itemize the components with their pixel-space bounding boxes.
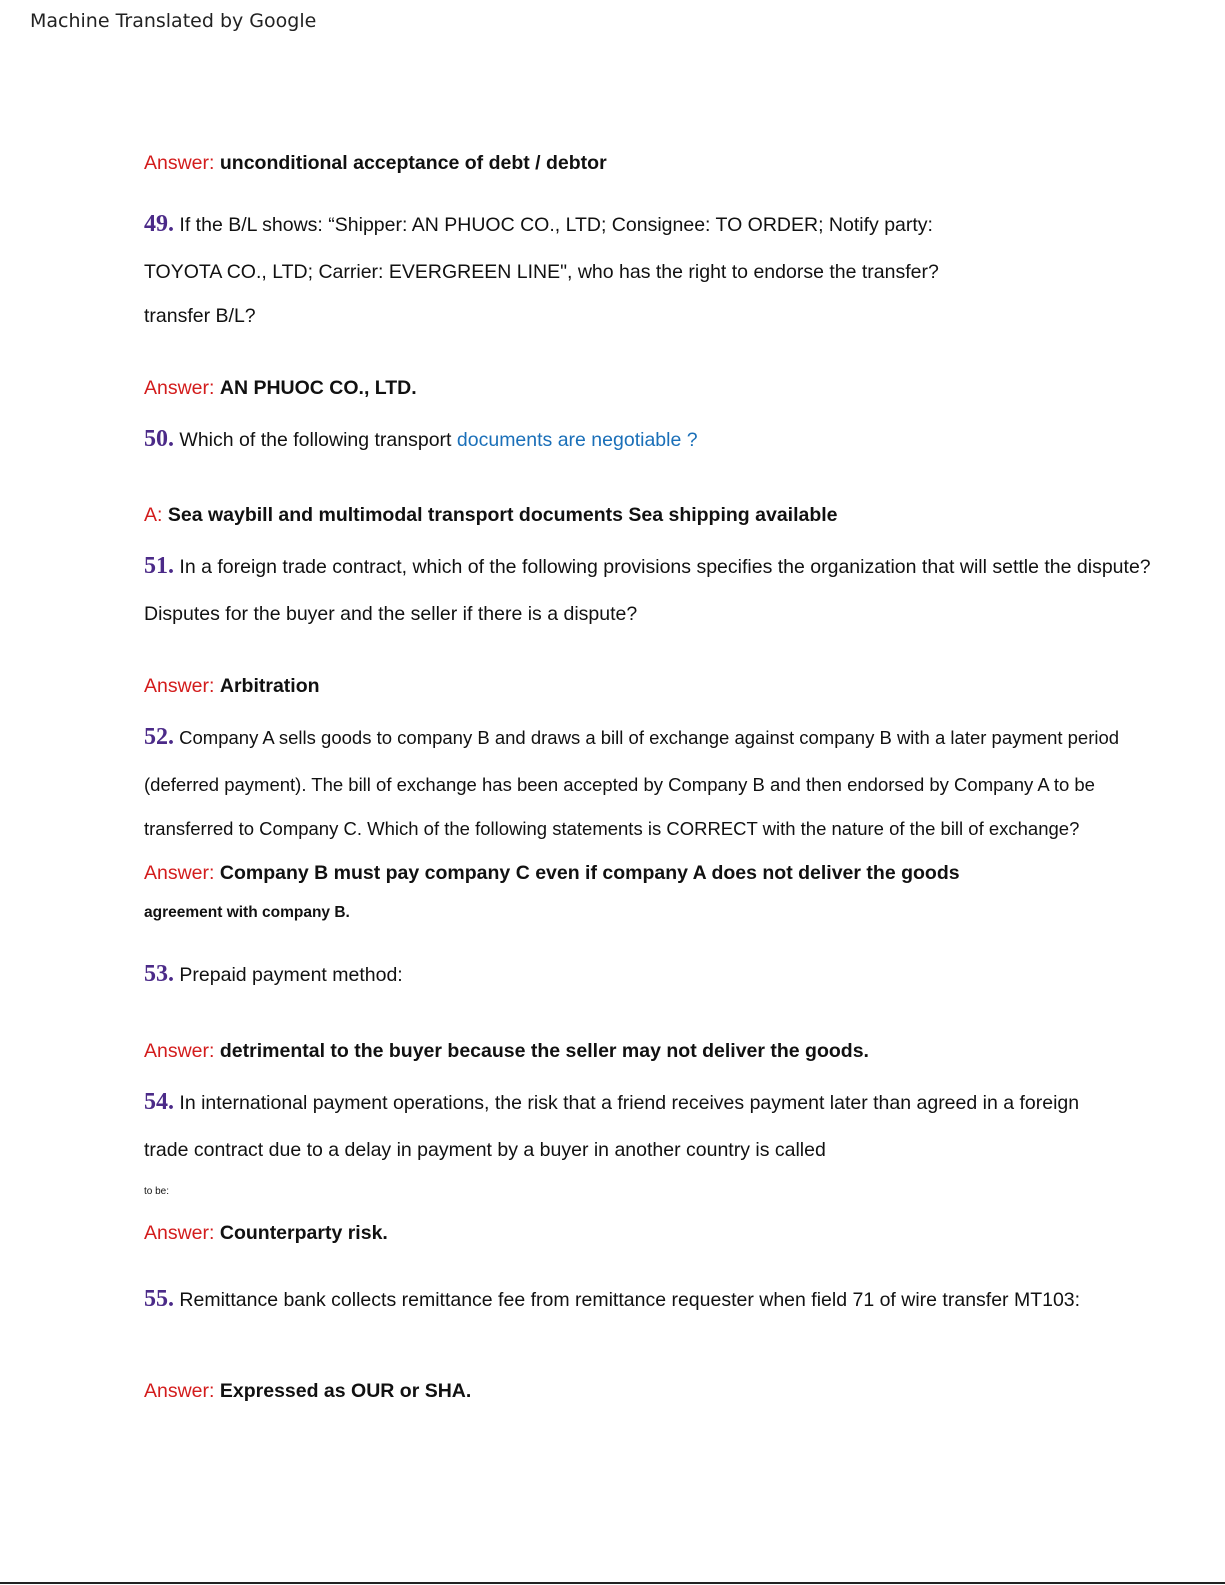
question-54-line-2: trade contract due to a delay in payment by a buyer in another country is called — [144, 1139, 826, 1161]
question-50 — [144, 427, 698, 452]
answer-label: Answer: — [144, 152, 215, 174]
answer-text: AN PHUOC CO., LTD. — [219, 377, 417, 399]
answer-text: unconditional acceptance of debt / debtor — [219, 152, 607, 174]
question-49-line-2: TOYOTA CO., LTD; Carrier: EVERGREEN LINE", who has the right to endorse the transfer? — [144, 261, 939, 283]
answer-52-continuation: agreement with company B. — [144, 904, 350, 921]
answer-50 — [144, 503, 838, 527]
page-bottom-rule — [0, 1582, 1225, 1584]
answer-text: Sea waybill and multimodal transport documents Sea shipping available — [167, 504, 838, 526]
answer-label: Answer: — [144, 1040, 215, 1062]
question-text: Which of the following transport — [179, 429, 452, 451]
answer-label: Answer: — [144, 675, 215, 697]
answer-label: Answer: — [144, 862, 215, 884]
question-text: Company A sells goods to company B and draws a bill of exchange against company B with a later payment period — [179, 727, 1120, 748]
question-49-line-1 — [144, 212, 933, 237]
answer-label: Answer: — [144, 1380, 215, 1402]
answer-text: Expressed as OUR or SHA. — [219, 1380, 472, 1402]
question-number: 49. — [144, 211, 174, 237]
question-text: If the B/L shows: “Shipper: AN PHUOC CO., LTD; Consignee: TO ORDER; Notify party: — [179, 214, 933, 236]
question-number: 54. — [144, 1089, 174, 1115]
question-52-line-2: (deferred payment). The bill of exchange has been accepted by Company B and then endorsed by Company A to be — [144, 774, 1095, 795]
machine-translated-header: Machine Translated by Google — [30, 10, 317, 32]
answer-text: Arbitration — [219, 675, 320, 697]
answer-52 — [144, 861, 960, 885]
question-55 — [144, 1287, 1080, 1312]
question-number: 51. — [144, 553, 174, 579]
question-54-line-3: to be: — [144, 1186, 170, 1197]
question-number: 53. — [144, 961, 174, 987]
question-54-line-1 — [144, 1090, 1079, 1115]
question-text: Prepaid payment method: — [179, 964, 403, 986]
question-49-line-3: transfer B/L? — [144, 305, 256, 327]
answer-label: A: — [144, 504, 163, 526]
answer-text: Company B must pay company C even if company A does not deliver the goods — [219, 862, 960, 884]
question-52-line-1 — [144, 725, 1119, 750]
answer-text: detrimental to the buyer because the seller may not deliver the goods. — [219, 1040, 869, 1062]
answer-54 — [144, 1221, 388, 1245]
question-number: 50. — [144, 426, 174, 452]
question-51-line-1 — [144, 554, 1151, 579]
question-53 — [144, 962, 403, 987]
answer-48 — [144, 151, 607, 175]
answer-label: Answer: — [144, 377, 215, 399]
answer-51 — [144, 674, 320, 698]
answer-53 — [144, 1039, 869, 1063]
question-number: 52. — [144, 724, 174, 750]
question-text: In international payment operations, the risk that a friend receives payment later than agreed in a foreign — [179, 1092, 1080, 1114]
highlighted-phrase: documents are negotiable ? — [456, 429, 698, 451]
question-text: In a foreign trade contract, which of the following provisions specifies the organization that will settle the dispute? — [179, 556, 1151, 578]
answer-49 — [144, 376, 417, 400]
question-text: Remittance bank collects remittance fee from remittance requester when field 71 of wire transfer MT103: — [179, 1289, 1081, 1311]
question-number: 55. — [144, 1286, 174, 1312]
question-51-line-2: Disputes for the buyer and the seller if there is a dispute? — [144, 603, 638, 625]
answer-text: Counterparty risk. — [219, 1222, 388, 1244]
answer-55 — [144, 1379, 471, 1403]
question-52-line-3: transferred to Company C. Which of the following statements is CORRECT with the nature of the bill of exchange? — [144, 818, 1080, 839]
answer-label: Answer: — [144, 1222, 215, 1244]
